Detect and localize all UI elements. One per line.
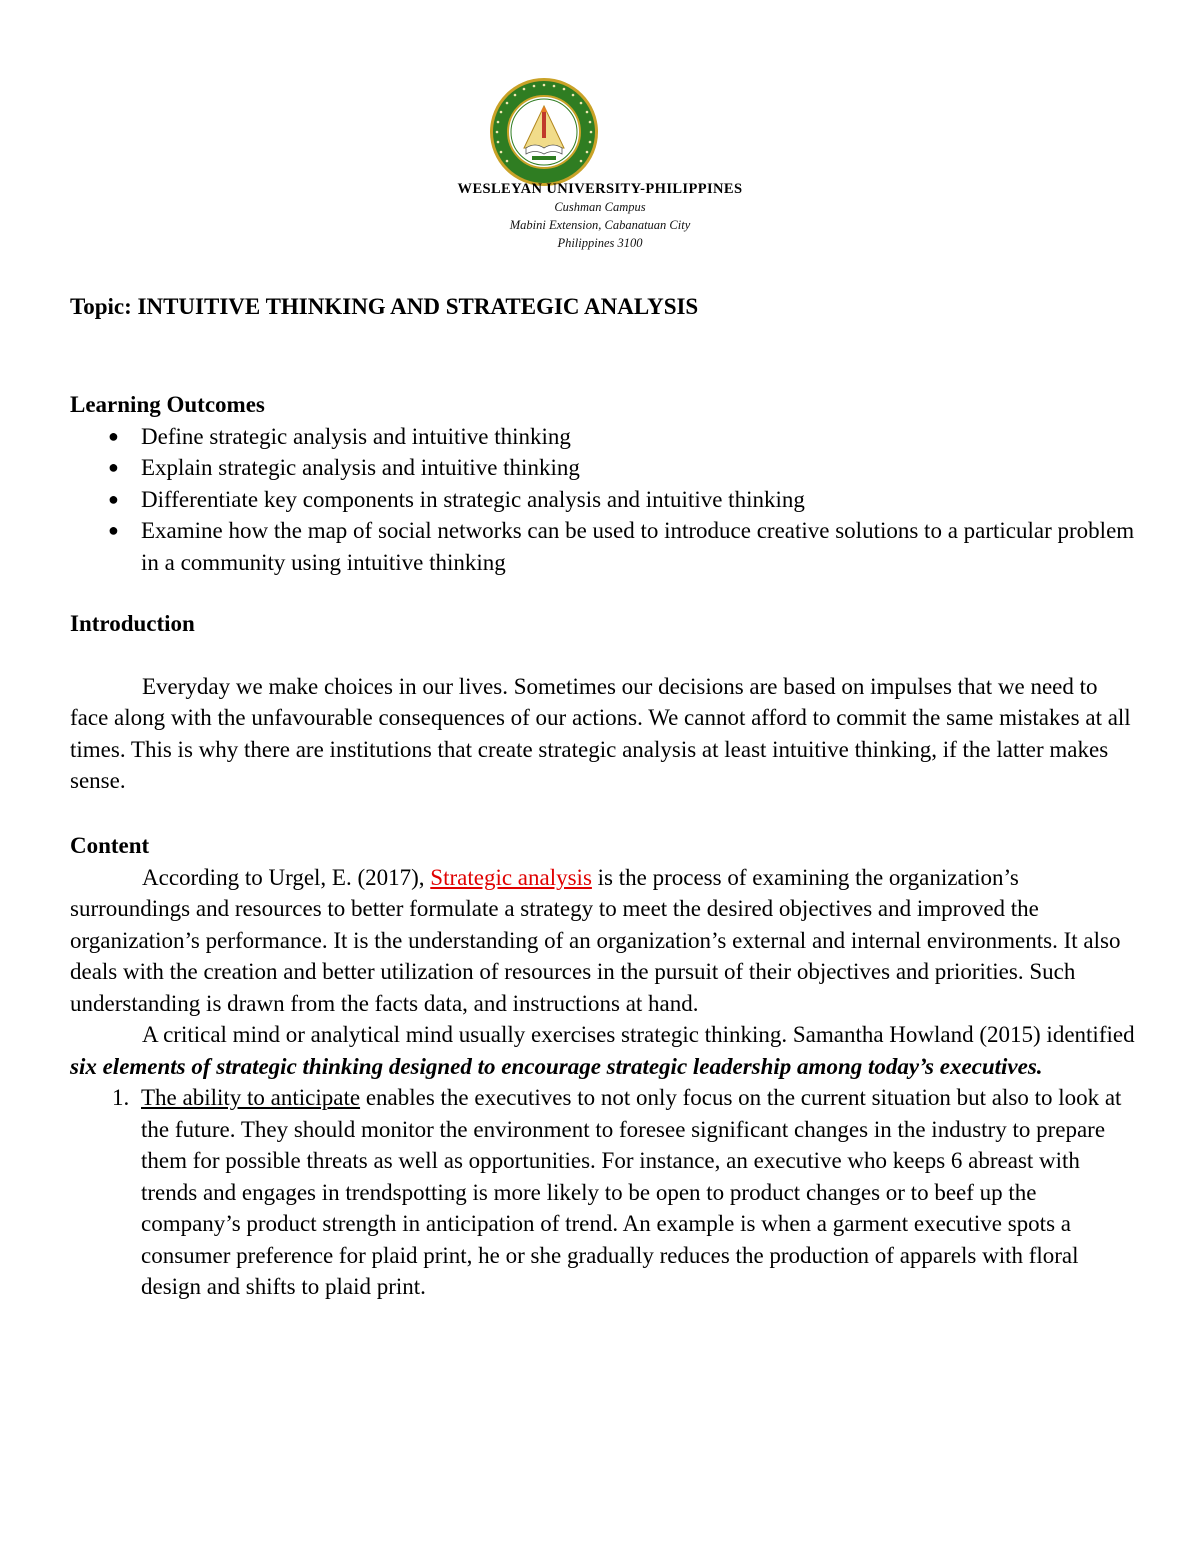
list-item: ● Explain strategic analysis and intuitive thinking xyxy=(70,452,1135,484)
bullet-icon: ● xyxy=(108,520,119,540)
introduction-heading: Introduction xyxy=(70,611,195,636)
university-seal-logo xyxy=(488,76,600,188)
bullet-icon: ● xyxy=(108,488,119,509)
campus-name: Cushman Campus xyxy=(554,200,646,214)
topic-label: Topic: xyxy=(70,294,132,319)
list-item: ● Define strategic analysis and intuitive thinking xyxy=(70,421,1135,453)
content-paragraph-2: A critical mind or analytical mind usually exercises strategic thinking. Samantha Howland (2015) identified six elements of strategic thinking designed to encourage strategic leadership among today’s executives. xyxy=(70,1022,1135,1079)
content-section xyxy=(70,830,1135,1303)
topic-title xyxy=(70,294,698,320)
list-number: 1. xyxy=(112,1085,130,1110)
letterhead xyxy=(0,76,1200,188)
list-item: ● Differentiate key components in strategic analysis and intuitive thinking xyxy=(70,484,1135,516)
list-item: ● Examine how the map of social networks can be used to introduce creative solutions to a particular problem in a community using intuitive thinking xyxy=(70,515,1135,578)
element-text: enables the executives to not only focus on the current situation but also to look at the future. They should monitor the environment to foresee significant changes in the industry to prepare them for possible threats as well as opportunities. For instance, an executive who keeps 6 abreast with trends and engages in trendspotting is more likely to be open to product changes or to beef up the company’s product strength in anticipation of trend. An example is when a garment executive spots a consumer preference for plaid print, he or she gradually reduces the production of apparels with floral design and shifts to plaid print. xyxy=(141,1085,1122,1299)
learning-outcomes-list xyxy=(70,421,1135,579)
list-item xyxy=(70,1082,1135,1303)
bullet-icon: ● xyxy=(108,425,119,446)
strategic-analysis-link[interactable]: Strategic analysis xyxy=(430,864,592,890)
emphasized-text: six elements of strategic thinking designed to encourage strategic leadership among today’s executives. xyxy=(70,1053,1043,1079)
introduction-section xyxy=(70,608,1135,797)
content-heading: Content xyxy=(70,833,150,858)
bullet-icon: ● xyxy=(108,457,119,477)
campus-country: Philippines 3100 xyxy=(557,236,643,250)
university-name: WESLEYAN UNIVERSITY-PHILIPPINES xyxy=(457,181,743,197)
elements-list xyxy=(70,1082,1135,1303)
topic-text: INTUITIVE THINKING AND STRATEGIC ANALYSIS xyxy=(137,294,699,319)
content-paragraph-1: According to Urgel, E. (2017), Strategic analysis is the process of examining the organization’s surroundings and resources to better formulate a strategy to meet the desired objectives and improved the organization’s performance. It is the understanding of an organization’s external and internal environments. It also deals with the creation and better utilization of resources in the pursuit of their objectives and priorities. Such understanding is drawn from the facts data, and instructions at hand. xyxy=(70,864,1121,1016)
learning-outcomes-heading: Learning Outcomes xyxy=(70,392,265,417)
element-term: The ability to anticipate xyxy=(141,1085,361,1110)
learning-outcomes-section xyxy=(70,389,1135,578)
introduction-paragraph: Everyday we make choices in our lives. Sometimes our decisions are based on impulses that we need to face along with the unfavourable consequences of our actions. We cannot afford to commit the same mistakes at all times. This is why there are institutions that create strategic analysis at least intuitive thinking, if the latter makes sense. xyxy=(70,673,1131,793)
campus-address: Mabini Extension, Cabanatuan City xyxy=(509,218,691,232)
